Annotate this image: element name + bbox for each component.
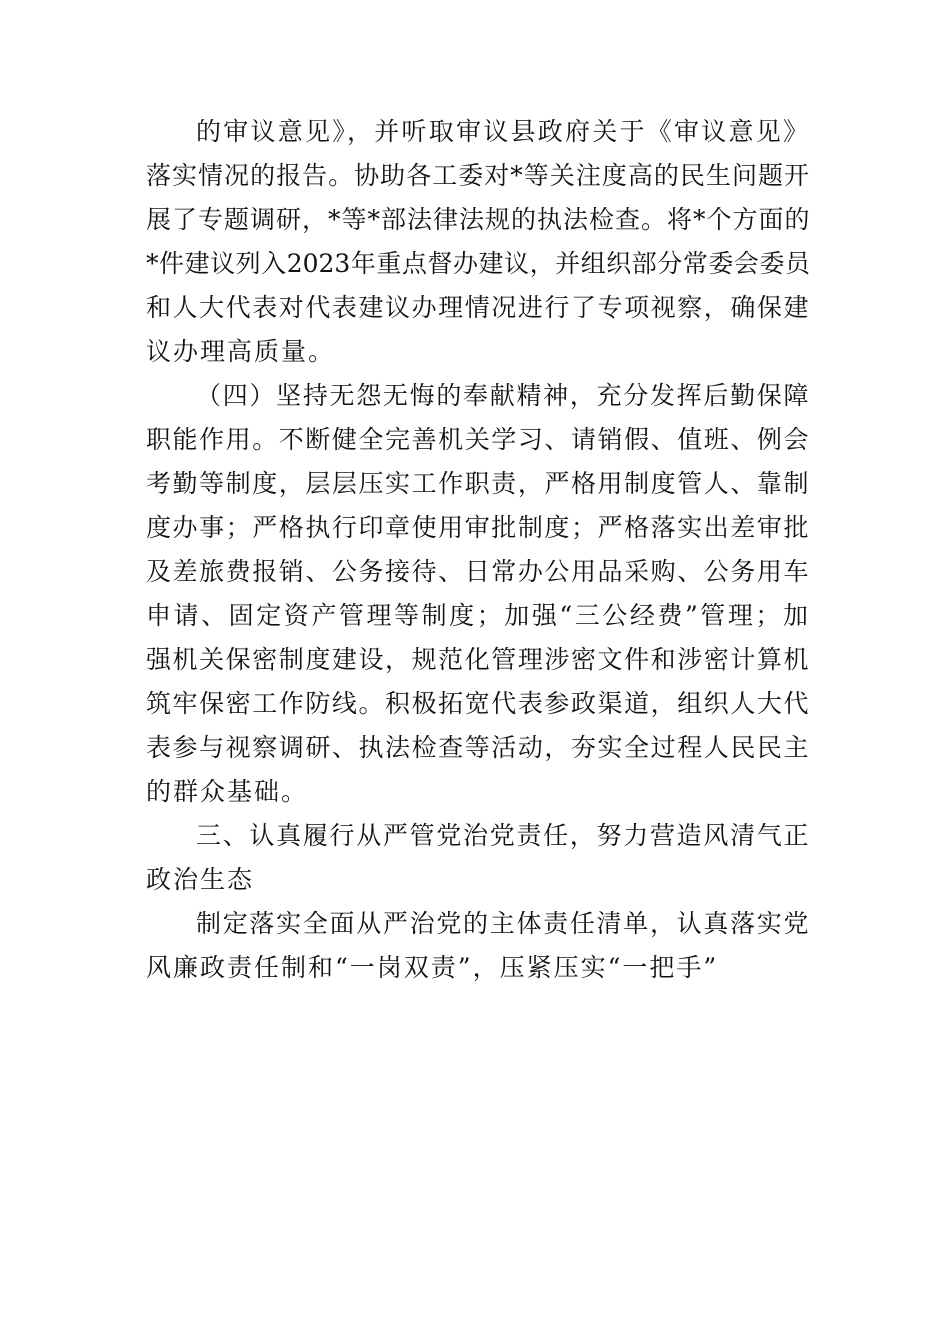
paragraph-line: （四）坚持无怨无悔的奉献精神，充分发挥后勤保障 xyxy=(196,381,810,410)
section-heading-line: 政治生态 xyxy=(146,865,255,894)
paragraph-line: 考勤等制度，层层压实工作职责，严格用制度管人、靠制 xyxy=(146,469,810,498)
paragraph-line: 职能作用。不断健全完善机关学习、请销假、值班、例会 xyxy=(146,425,810,454)
paragraph-logistics-support xyxy=(146,374,810,814)
paragraph-line: 议办理高质量。 xyxy=(146,337,336,366)
paragraph-responsibility-list xyxy=(146,902,810,990)
paragraph-line: 落实情况的报告。协助各工委对*等关注度高的民生问题开 xyxy=(146,161,810,190)
paragraph-line: 和人大代表对代表建议办理情况进行了专项视察，确保建 xyxy=(146,293,810,322)
paragraph-line: 的群众基础。 xyxy=(146,777,309,806)
paragraph-line: 风廉政责任制和“一岗双责”，压紧压实“一把手” xyxy=(146,953,719,982)
paragraph-line: 及差旅费报销、公务接待、日常办公用品采购、公务用车 xyxy=(146,557,810,586)
paragraph-line: 的审议意见》，并听取审议县政府关于《审议意见》 xyxy=(196,117,810,146)
paragraph-line: 强机关保密制度建设，规范化管理涉密文件和涉密计算机 xyxy=(146,645,810,674)
paragraph-line: *件建议列入2023年重点督办建议，并组织部分常委会委员 xyxy=(146,249,810,278)
paragraph-line: 展了专题调研，*等*部法律法规的执法检查。将*个方面的 xyxy=(146,205,810,234)
paragraph-review-opinions xyxy=(146,110,810,374)
section-heading-line: 三、认真履行从严管党治党责任，努力营造风清气正 xyxy=(196,821,810,850)
paragraph-line: 筑牢保密工作防线。积极拓宽代表参政渠道，组织人大代 xyxy=(146,689,810,718)
paragraph-line: 表参与视察调研、执法检查等活动，夯实全过程人民民主 xyxy=(146,733,810,762)
section-heading-three xyxy=(146,814,810,902)
paragraph-line: 度办事；严格执行印章使用审批制度；严格落实出差审批 xyxy=(146,513,810,542)
paragraph-line: 制定落实全面从严治党的主体责任清单，认真落实党 xyxy=(196,909,810,938)
paragraph-line: 申请、固定资产管理等制度；加强“三公经费”管理；加 xyxy=(146,601,810,630)
